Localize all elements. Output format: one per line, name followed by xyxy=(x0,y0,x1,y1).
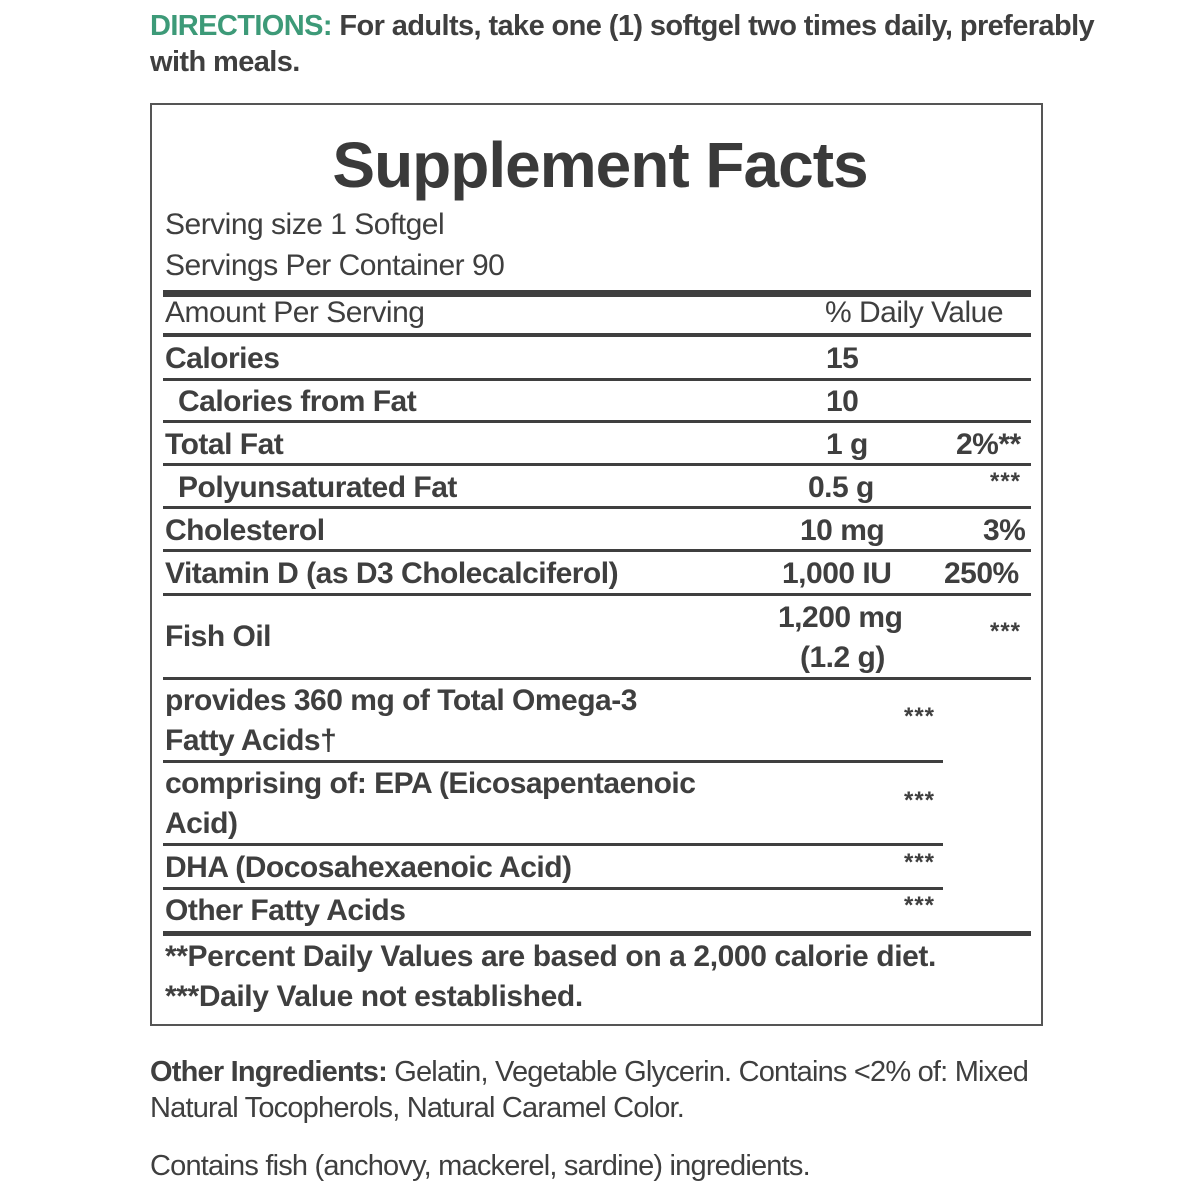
row-name: comprising of: EPA (Eicosapentaenoic xyxy=(165,767,696,800)
row-divider xyxy=(163,887,943,890)
row-divider xyxy=(163,760,943,763)
row-name: Acid) xyxy=(165,807,238,840)
row-name: Calories from Fat xyxy=(178,385,417,418)
footnote-percent-dv: **Percent Daily Values are based on a 2,000 calorie diet. xyxy=(165,940,936,973)
header-amount: Amount Per Serving xyxy=(165,296,425,329)
other-ingredients-text: Gelatin, Vegetable Glycerin. Contains <2% of: Mixed Natural Tocopherols, Natural Caramel Color. xyxy=(150,1056,1029,1124)
row-daily-value: 250% xyxy=(944,557,1019,590)
row-name: Fatty Acids† xyxy=(165,724,337,757)
row-amount: 10 mg xyxy=(800,514,885,547)
row-divider xyxy=(163,420,1031,423)
row-daily-value: 3% xyxy=(983,514,1026,547)
other-ingredients xyxy=(150,1054,1110,1126)
servings-per-container: Servings Per Container 90 xyxy=(165,249,505,282)
row-name: Calories xyxy=(165,342,280,375)
row-daily-value: *** xyxy=(904,787,936,814)
row-amount: 0.5 g xyxy=(808,471,874,504)
row-amount: 1,000 IU xyxy=(782,557,892,590)
row-daily-value: *** xyxy=(904,703,936,730)
row-divider xyxy=(163,843,943,846)
row-name: Total Fat xyxy=(165,428,284,461)
row-amount: 1 g xyxy=(826,428,868,461)
row-name: DHA (Docosahexaenoic Acid) xyxy=(165,851,572,884)
header-divider xyxy=(163,333,1031,337)
row-amount: (1.2 g) xyxy=(800,641,885,674)
row-daily-value: *** xyxy=(904,849,936,876)
row-daily-value: *** xyxy=(990,618,1022,645)
row-name: Fish Oil xyxy=(165,620,272,653)
directions xyxy=(150,8,1150,80)
row-amount: 10 xyxy=(826,385,859,418)
footer-divider xyxy=(163,931,1031,936)
directions-label: DIRECTIONS: xyxy=(150,10,332,42)
facts-title: Supplement Facts xyxy=(332,129,868,201)
row-name: provides 360 mg of Total Omega-3 xyxy=(165,684,637,717)
row-divider xyxy=(163,378,1031,381)
row-amount: 15 xyxy=(826,342,859,375)
row-name: Other Fatty Acids xyxy=(165,894,406,927)
row-name: Cholesterol xyxy=(165,514,325,547)
row-name: Vitamin D (as D3 Cholecalciferol) xyxy=(165,557,619,590)
serving-size: Serving size 1 Softgel xyxy=(165,208,445,241)
other-ingredients-label: Other Ingredients: xyxy=(150,1056,387,1088)
row-amount: 1,200 mg xyxy=(778,601,903,634)
row-daily-value: *** xyxy=(904,892,936,919)
row-divider xyxy=(163,677,1031,680)
header-daily-value: % Daily Value xyxy=(825,296,1004,329)
row-daily-value: 2%** xyxy=(956,428,1021,461)
row-daily-value: *** xyxy=(990,468,1022,495)
row-divider xyxy=(163,506,1031,509)
row-name: Polyunsaturated Fat xyxy=(178,471,457,504)
directions-text: For adults, take one (1) softgel two times daily, preferably with meals. xyxy=(150,10,1095,78)
row-divider xyxy=(163,593,1031,596)
row-divider xyxy=(163,549,1031,552)
row-divider xyxy=(163,463,1031,466)
allergen-statement: Contains fish (anchovy, mackerel, sardine) ingredients. xyxy=(150,1150,810,1182)
footnote-dv-not-established: ***Daily Value not established. xyxy=(165,980,583,1013)
